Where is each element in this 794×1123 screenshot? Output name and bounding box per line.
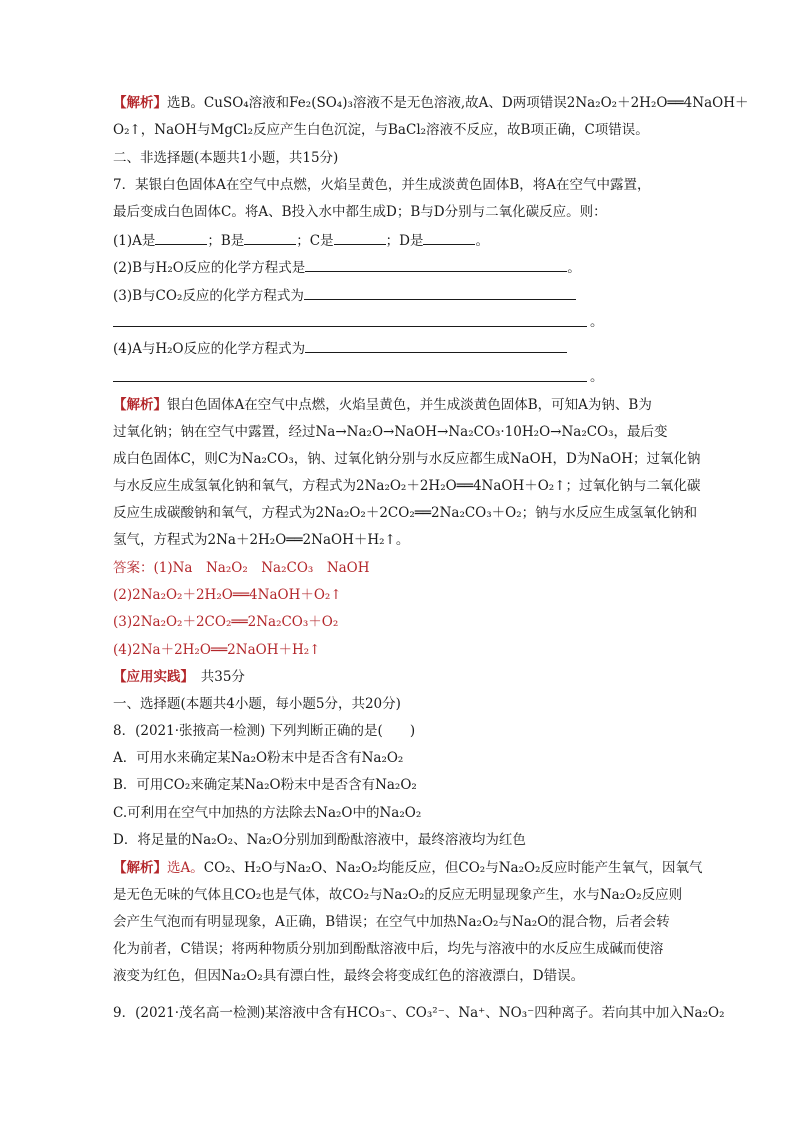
q7-analysis-line-4: 与水反应生成氢氧化钠和氧气，方程式为2Na₂O₂＋2H₂O══4NaOH＋O₂↑；过氧化钠与二氧化碳	[113, 478, 701, 494]
q7-answer-3: (3)2Na₂O₂＋2CO₂══2Na₂CO₃＋O₂	[113, 614, 339, 630]
q8-option-a: A．可用水来确定某Na₂O粉末中是否含有Na₂O₂	[113, 750, 404, 766]
q7-analysis-line-6: 氢气，方程式为2Na＋2H₂O══2NaOH＋H₂↑。	[113, 532, 410, 548]
answer-blank-equation-4[interactable]	[305, 338, 567, 353]
q8-choice: 选A。	[167, 860, 204, 876]
q7-answer-2: (2)2Na₂O₂＋2H₂O══4NaOH＋O₂↑	[113, 587, 342, 603]
q7-part4-end: 。	[590, 369, 604, 385]
analysis-tag: 【解析】	[113, 397, 167, 413]
q8-analysis-line-5: 液变为红色，但因Na₂O₂具有漂白性，最终会将变成红色的溶液漂白，D错误。	[113, 968, 585, 984]
q8-stem: 8．(2021·张掖高一检测) 下列判断正确的是( )	[113, 723, 416, 739]
q7-stem-line-1: 7．某银白色固体A在空气中点燃，火焰呈黄色，并生成淡黄色固体B，将A在空气中露置，	[113, 177, 651, 193]
answer-line-3-continued[interactable]	[113, 326, 587, 327]
q7-answer-1	[113, 558, 370, 578]
answer-1-text: (1)Na Na₂O₂ Na₂CO₃ NaOH	[153, 560, 370, 576]
q7-part1-c-label: ；C是	[296, 233, 334, 249]
q6-analysis-line-1	[113, 93, 748, 113]
answer-blank-equation-3[interactable]	[304, 285, 576, 300]
q7-analysis-line-5: 反应生成碳酸钠和氧气，方程式为2Na₂O₂＋2CO₂══2Na₂CO₃＋O₂；钠与水反应生成氢氧化钠和	[113, 505, 698, 521]
q7-part1-end: 。	[475, 233, 489, 249]
q7-part-3	[113, 285, 576, 306]
q7-stem-line-2: 最后变成白色固体C。将A、B投入水中都生成D；B与D分别与二氧化碳反应。则：	[113, 204, 607, 220]
q7-part1-d-label: ；D是	[385, 233, 424, 249]
q7-part2-label: (2)B与H₂O反应的化学方程式是	[113, 260, 306, 276]
q7-part2-end: 。	[567, 260, 581, 276]
q7-part3-end: 。	[590, 314, 604, 330]
q7-part-1	[113, 230, 489, 251]
answer-label: 答案：	[113, 560, 154, 576]
q8-analysis-line-3: 会产生气泡而有明显现象，A正确，B错误；在空气中加热Na₂O₂与Na₂O的混合物，后者会转	[113, 914, 670, 930]
practice-score: 共35分	[187, 669, 245, 685]
q7-part4-label: (4)A与H₂O反应的化学方程式为	[113, 341, 306, 357]
q7-part3-label: (3)B与CO₂反应的化学方程式为	[113, 288, 304, 304]
analysis-tag: 【解析】	[113, 860, 167, 876]
q7-analysis-line-3: 成白色固体C，则C为Na₂CO₃，钠、过氧化钠分别与水反应都生成NaOH，D为NaOH；过氧化钠	[113, 451, 701, 467]
q6-analysis-line-2: O₂↑，NaOH与MgCl₂反应产生白色沉淀，与BaCl₂溶液不反应，故B项正确，C项错误。	[113, 122, 649, 138]
q9-stem: 9．(2021·茂名高一检测)某溶液中含有HCO₃⁻、CO₃²⁻、Na⁺、NO₃⁻四种离子。若向其中加入Na₂O₂	[113, 1005, 725, 1021]
q7-part1-a-label: (1)A是	[113, 233, 156, 249]
q7-part-4	[113, 338, 567, 359]
q8-analysis-line-2: 是无色无味的气体且CO₂也是气体，故CO₂与Na₂O₂的反应无明显现象产生，水与Na₂O₂反应则	[113, 887, 683, 903]
answer-line-4-continued[interactable]	[113, 381, 587, 382]
q8-option-d: D．将足量的Na₂O₂、Na₂O分别加到酚酞溶液中，最终溶液均为红色	[113, 832, 526, 848]
q8-analysis-line-4: 化为前者，C错误；将两种物质分别加到酚酞溶液中后，均先与溶液中的水反应生成碱而使溶	[113, 941, 664, 957]
practice-heading	[113, 667, 245, 687]
answer-blank-b[interactable]	[244, 230, 296, 245]
section-heading-choice: 一、选择题(本题共4小题，每小题5分，共20分)	[113, 696, 401, 712]
practice-tag: 【应用实践】	[113, 669, 188, 685]
q8-option-b: B．可用CO₂来确定某Na₂O粉末中是否含有Na₂O₂	[113, 777, 417, 793]
answer-blank-a[interactable]	[155, 230, 207, 245]
q8-analysis-line-1	[113, 858, 702, 878]
q7-analysis-line-2: 过氧化钠；钠在空气中露置，经过Na→Na₂O→NaOH→Na₂CO₃·10H₂O→Na₂CO₃，最后变	[113, 424, 668, 440]
q7-part-2	[113, 257, 581, 278]
answer-blank-c[interactable]	[334, 230, 386, 245]
answer-blank-d[interactable]	[423, 230, 475, 245]
analysis-tag: 【解析】	[113, 95, 167, 111]
section-heading-nonchoice: 二、非选择题(本题共1小题，共15分)	[113, 150, 339, 166]
q7-analysis-line-1	[113, 395, 652, 415]
q7-answer-4: (4)2Na＋2H₂O══2NaOH＋H₂↑	[113, 642, 321, 658]
q8-option-c: C.可利用在空气中加热的方法除去Na₂O中的Na₂O₂	[113, 805, 422, 821]
q6-analysis-text-1: 选B。CuSO₄溶液和Fe₂(SO₄)₃溶液不是无色溶液,故A、D两项错误2Na₂O₂＋2H₂O══4NaOH＋	[167, 95, 749, 111]
q8-analysis-text-1: CO₂、H₂O与Na₂O、Na₂O₂均能反应，但CO₂与Na₂O₂反应时能产生氧气，因氧气	[203, 860, 703, 876]
q7-part1-b-label: ；B是	[207, 233, 245, 249]
answer-blank-equation-2[interactable]	[305, 257, 567, 272]
q7-analysis-text-1: 银白色固体A在空气中点燃，火焰呈黄色，并生成淡黄色固体B，可知A为钠、B为	[167, 397, 652, 413]
